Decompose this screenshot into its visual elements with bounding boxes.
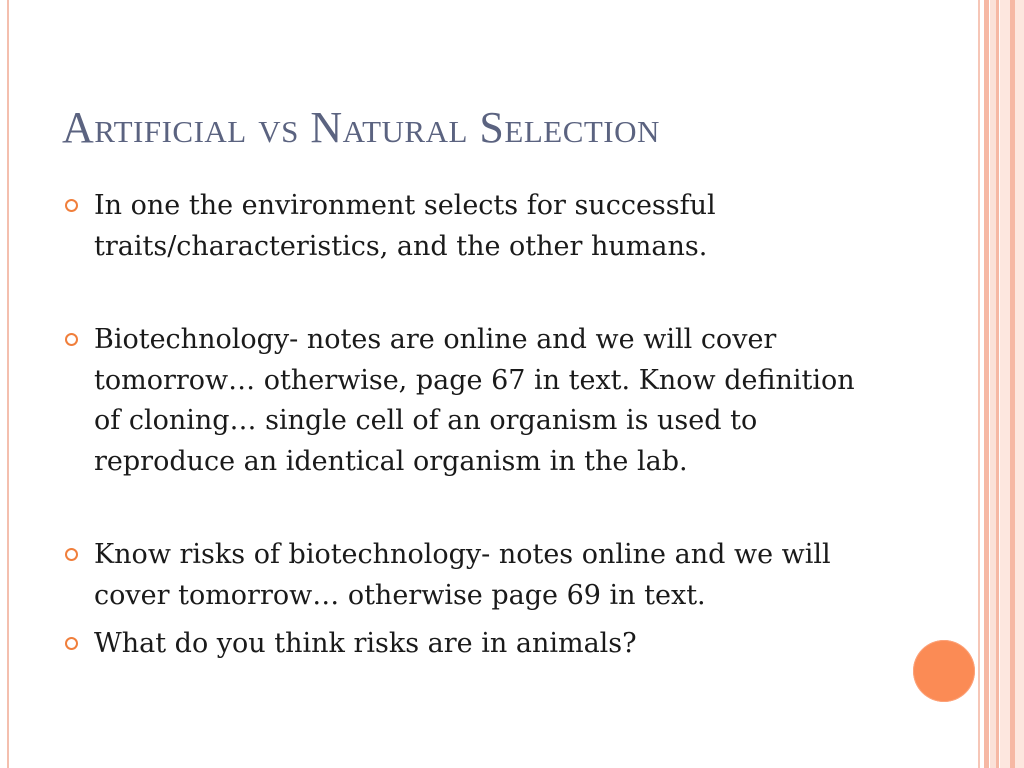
right-decorative-band	[1015, 0, 1024, 768]
orange-circle-icon	[913, 640, 975, 702]
ring-bullet-icon	[65, 637, 78, 650]
bullet-text: In one the environment selects for successful traits/characteristics, and the other humans.	[94, 190, 716, 262]
bullet-list	[64, 186, 884, 665]
right-decorative-band	[978, 0, 980, 768]
bullet-item	[64, 535, 884, 616]
ring-bullet-icon	[65, 548, 78, 561]
bullet-item	[64, 320, 884, 482]
ring-bullet-icon	[65, 333, 78, 346]
bullet-text: Biotechnology- notes are online and we will cover tomorrow… otherwise, page 67 in text. Know definition of cloning… single cell of an organism is used to reproduce an identical organism in the lab.	[94, 324, 855, 477]
right-decorative-band	[984, 0, 989, 768]
ring-bullet-icon	[65, 199, 78, 212]
right-decorative-band	[996, 0, 999, 768]
right-decorative-band	[1000, 0, 1010, 768]
bullet-text: What do you think risks are in animals?	[94, 628, 637, 659]
slide-title: Artificial vs Natural Selection	[62, 103, 660, 152]
bullet-text: Know risks of biotechnology- notes online and we will cover tomorrow… otherwise page 69 in text.	[94, 539, 831, 611]
bullet-item	[64, 186, 884, 267]
bullet-item	[64, 624, 884, 665]
left-border-line	[7, 0, 9, 768]
